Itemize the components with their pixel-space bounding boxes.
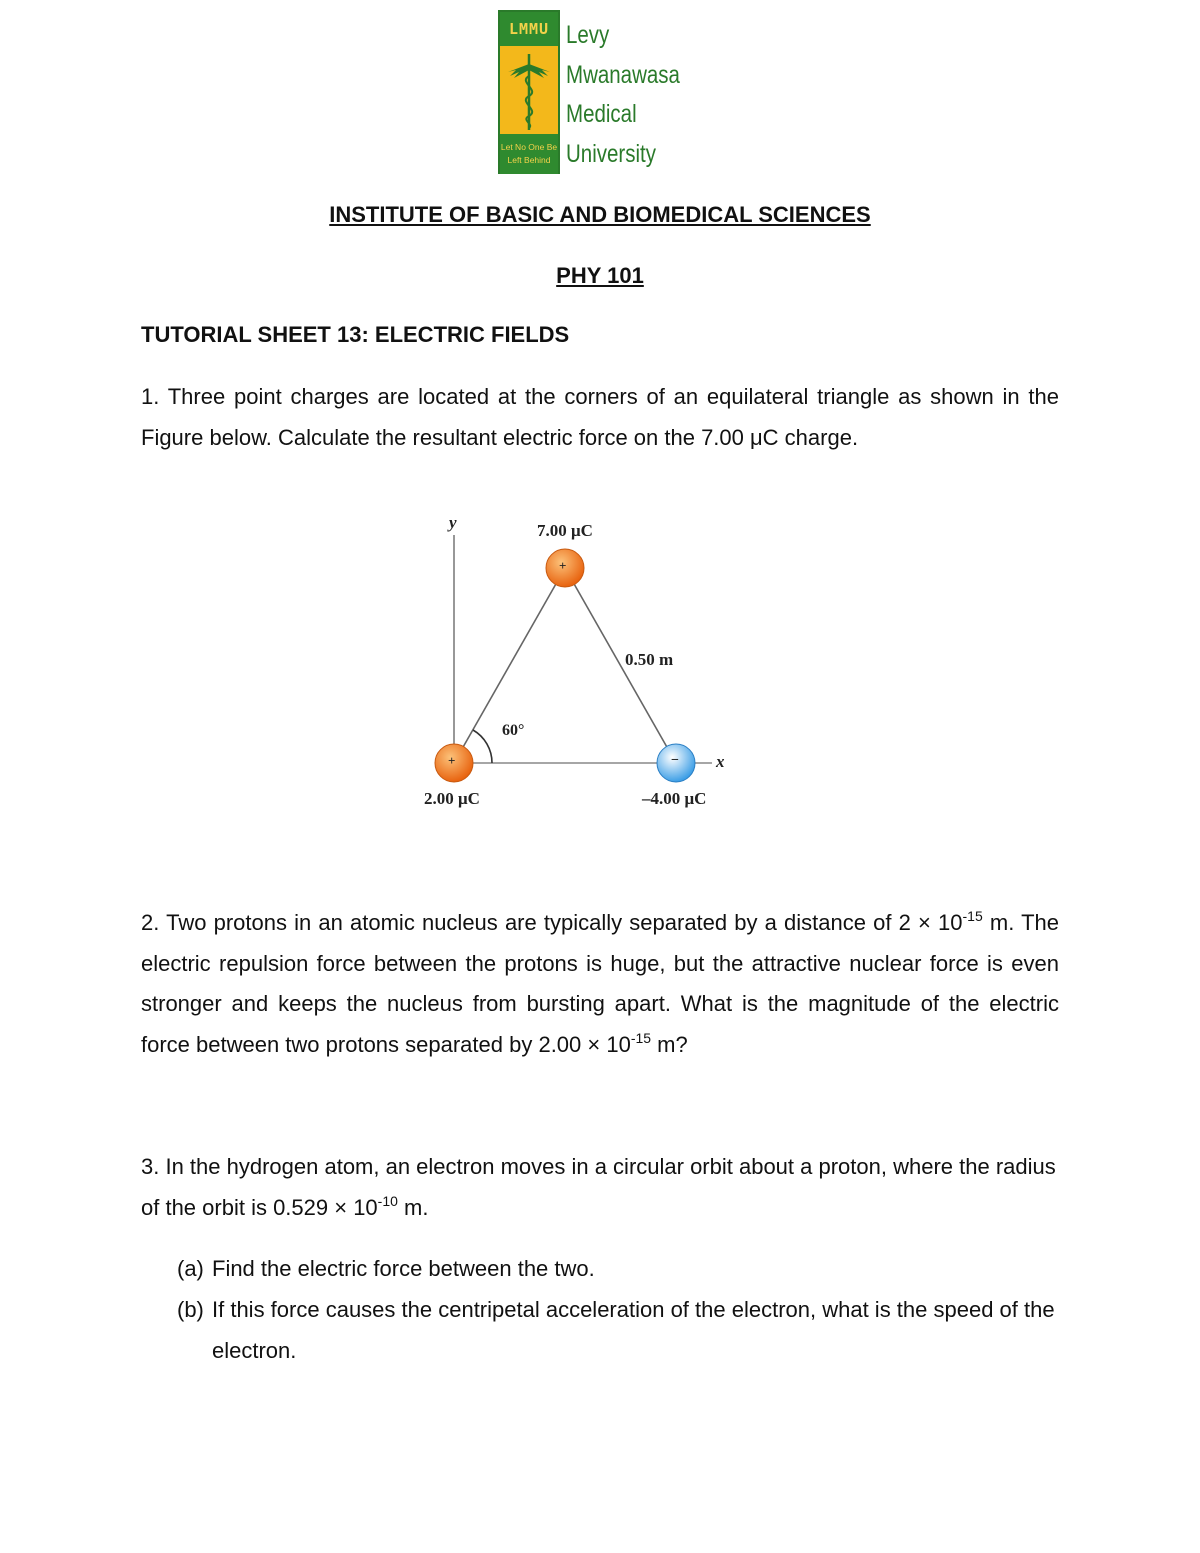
top-charge-sign: + — [559, 558, 567, 573]
triangle-diagram — [410, 505, 750, 825]
question-3-text — [141, 1147, 1059, 1228]
q2-part1: 2. Two protons in an atomic nucleus are typically separated by a distance of 2 × 10 — [141, 910, 963, 935]
logo-name-line: Mwanawasa — [566, 60, 680, 89]
logo-name-line: Levy — [566, 21, 610, 49]
q3-part1: 3. In the hydrogen atom, an electron moves in a circular orbit about a proton, where the radius of the orbit is 0.529 × 10 — [141, 1154, 1056, 1220]
q2-exponent-1: -15 — [962, 908, 983, 924]
course-code: PHY 101 — [556, 263, 644, 288]
y-axis-label: y — [449, 513, 457, 532]
caduceus-icon — [506, 50, 552, 132]
sheet-title: TUTORIAL SHEET 13: ELECTRIC FIELDS — [141, 322, 570, 347]
q3a-text: Find the electric force between the two. — [212, 1256, 595, 1281]
question-3a — [177, 1249, 1057, 1290]
q3b-label: (b) — [177, 1297, 204, 1322]
q3b-text: If this force causes the centripetal acceleration of the electron, what is the speed of the electron. — [212, 1297, 1055, 1363]
institute-heading: INSTITUTE OF BASIC AND BIOMEDICAL SCIENCES — [329, 202, 871, 227]
q3a-label: (a) — [177, 1256, 204, 1281]
university-logo — [498, 10, 680, 178]
q3-exponent: -10 — [377, 1192, 398, 1209]
left-charge-label: 2.00 μC — [424, 789, 480, 808]
question-3 — [141, 1147, 1059, 1228]
question-2 — [141, 903, 1059, 1065]
right-charge-sign: − — [671, 753, 679, 768]
q3-part2: m. — [397, 1194, 429, 1220]
left-charge-sign: + — [448, 753, 456, 768]
q2-exponent-2: -15 — [630, 1029, 652, 1046]
logo-emblem-bar — [498, 10, 560, 174]
right-charge-label: –4.00 μC — [642, 789, 707, 808]
top-charge-label: 7.00 μC — [537, 521, 593, 540]
charge-triangle-figure — [410, 505, 750, 825]
question-2-text — [141, 903, 1059, 1065]
logo-name-line: University — [566, 139, 656, 168]
x-axis-label: x — [716, 752, 725, 771]
logo-name-line: Medical — [566, 100, 637, 128]
question-1-text: 1. Three point charges are located at the corners of an equilateral triangle as shown in the Figure below. Calculate the resultant electric force on the 7.00 μC charge. — [141, 384, 1059, 450]
side-length-label: 0.50 m — [625, 650, 674, 669]
q2-part2: m. The electric repulsion force between the protons is huge, but the attractive nuclear force is even stronger and keeps the nucleus from bursting apart. What is the magnitude of the electric force between two protons separated by 2.00 × 10 — [141, 910, 1059, 1057]
angle-arc — [473, 730, 492, 763]
q2-part3: m? — [651, 1031, 688, 1057]
question-3b — [177, 1290, 1057, 1371]
question-1 — [141, 377, 1059, 458]
logo-abbreviation: LMMU — [500, 12, 558, 46]
angle-label: 60° — [502, 722, 525, 739]
logo-motto: Let No One Be Left Behind — [500, 134, 558, 174]
logo-university-name — [566, 16, 680, 174]
